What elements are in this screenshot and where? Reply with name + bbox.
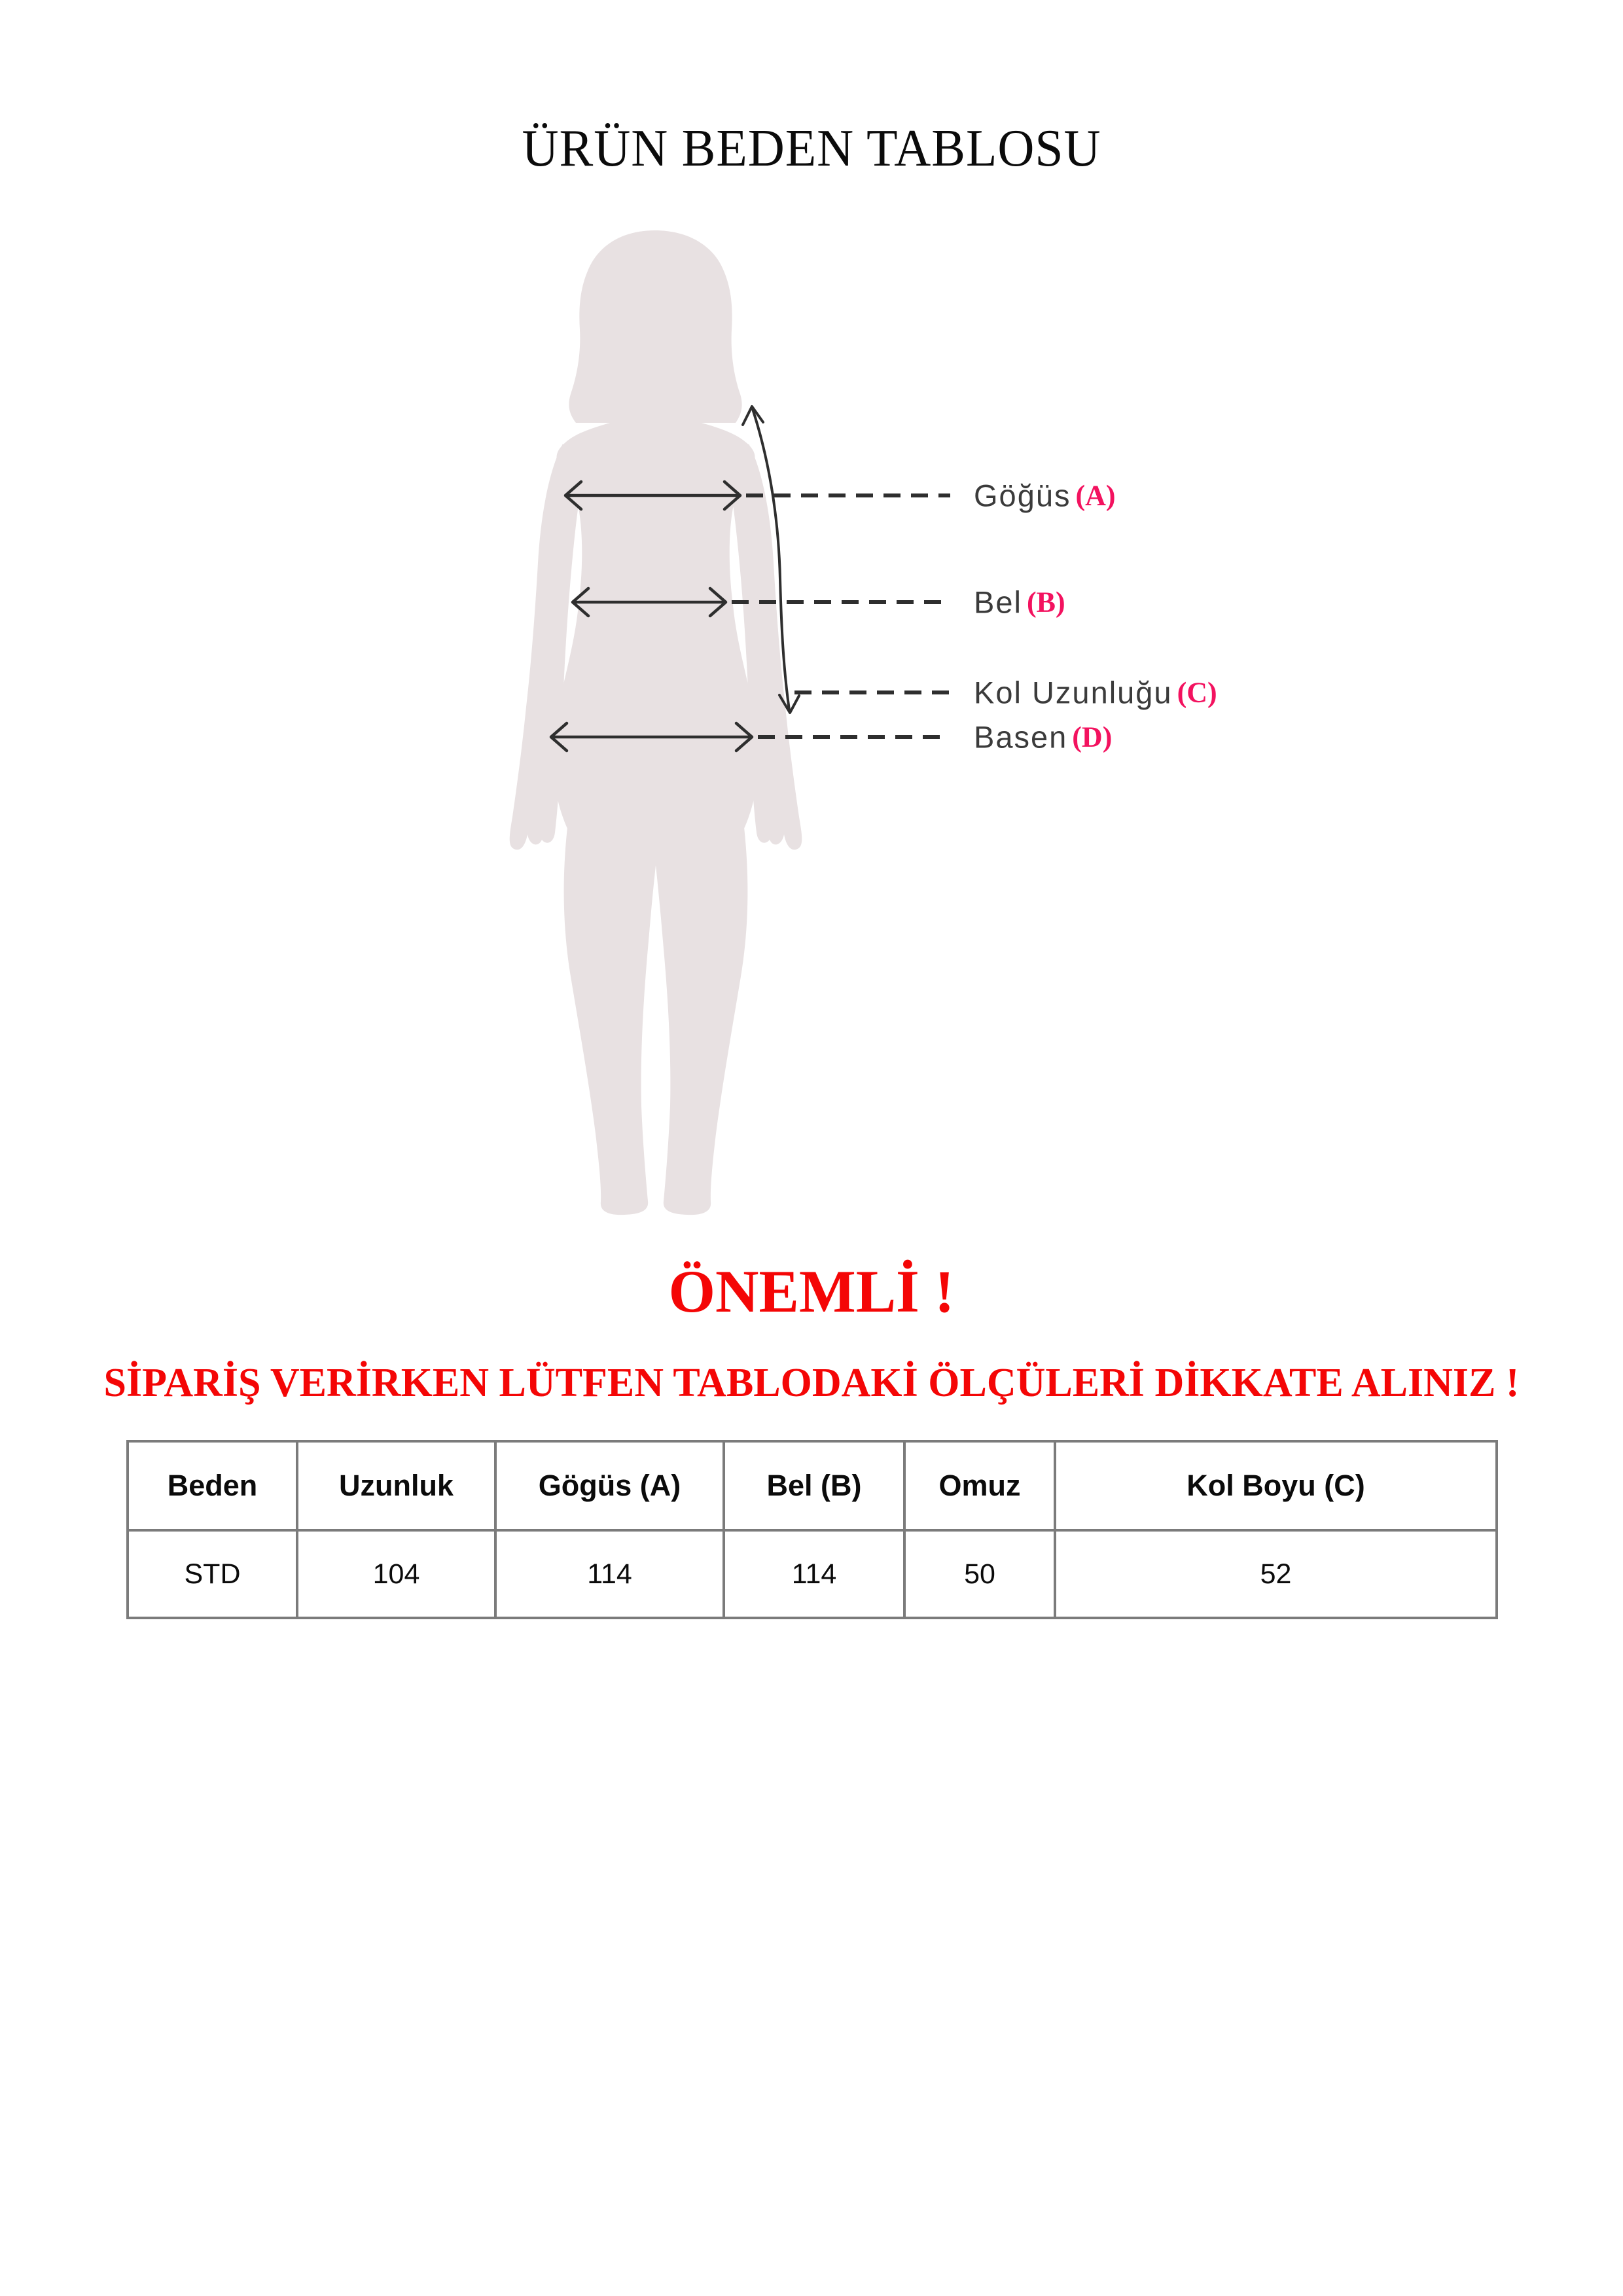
measurement-label-chest [974, 478, 1116, 514]
measurement-label-hip [974, 719, 1112, 755]
measurement-letter: (C) [1177, 676, 1217, 709]
cell-omuz: 50 [904, 1530, 1055, 1618]
important-note: SİPARİŞ VERİRKEN LÜTFEN TABLODAKİ ÖLÇÜLERİ DİKKATE ALINIZ ! [103, 1361, 1520, 1405]
body-silhouette [510, 230, 802, 1215]
measurement-label-text: Kol Uzunluğu [974, 675, 1173, 710]
measurement-label-arm [974, 675, 1217, 711]
important-heading: ÖNEMLİ ! [668, 1258, 955, 1325]
header-bel: Bel (B) [724, 1441, 904, 1530]
size-table-header-row [128, 1441, 1497, 1530]
body-silhouette-diagram [458, 216, 962, 1237]
header-beden: Beden [128, 1441, 297, 1530]
measurement-letter: (A) [1075, 479, 1116, 512]
cell-gogus: 114 [495, 1530, 724, 1618]
header-omuz: Omuz [904, 1441, 1055, 1530]
measurement-letter: (B) [1026, 586, 1065, 619]
measurement-letter: (D) [1072, 721, 1113, 753]
measurement-label-text: Göğüs [974, 478, 1071, 513]
size-table-data-row [128, 1530, 1497, 1618]
page-title: ÜRÜN BEDEN TABLOSU [522, 120, 1101, 177]
cell-kol-boyu: 52 [1055, 1530, 1497, 1618]
cell-beden: STD [128, 1530, 297, 1618]
size-table [126, 1440, 1498, 1619]
header-uzunluk: Uzunluk [297, 1441, 495, 1530]
cell-bel: 114 [724, 1530, 904, 1618]
measurement-label-waist [974, 584, 1065, 620]
header-kol-boyu: Kol Boyu (C) [1055, 1441, 1497, 1530]
header-gogus: Gögüs (A) [495, 1441, 724, 1530]
measurement-label-text: Bel [974, 584, 1022, 620]
measurement-label-text: Basen [974, 719, 1068, 755]
cell-uzunluk: 104 [297, 1530, 495, 1618]
